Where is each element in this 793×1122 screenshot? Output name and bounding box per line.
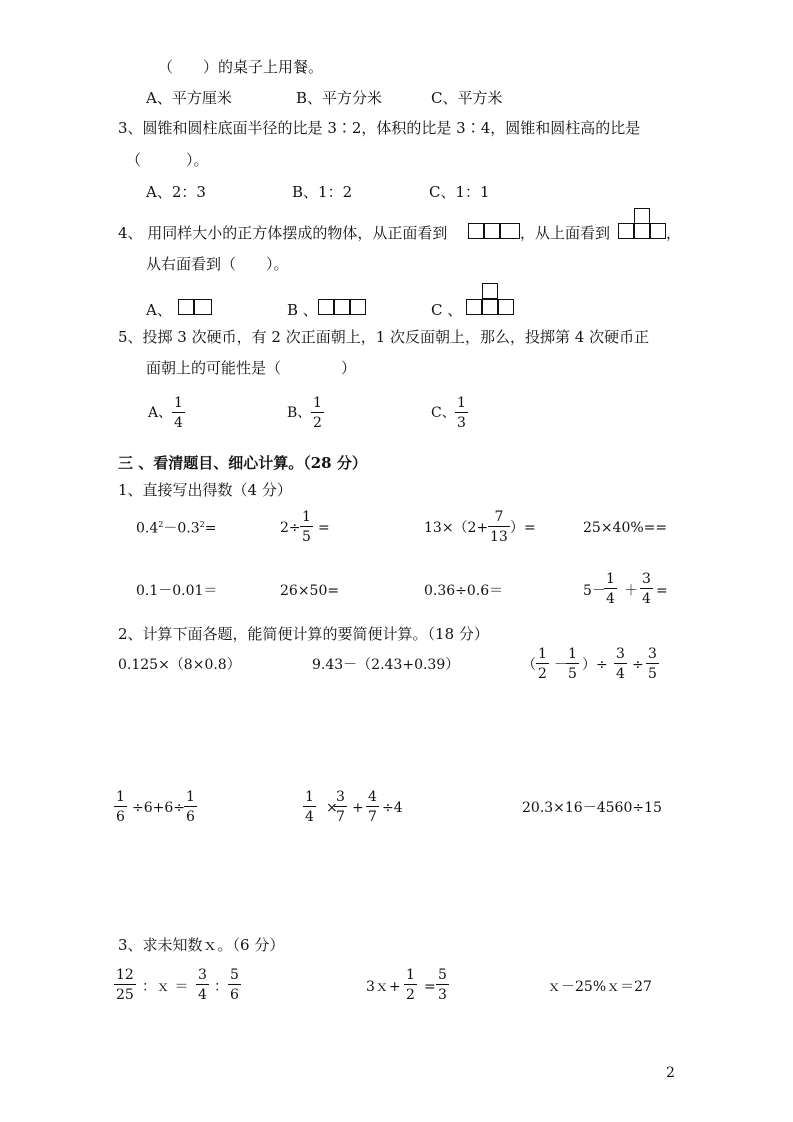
p2-expr-3-fraction-4: $\frac{3}{5}$	[648, 646, 657, 682]
q5-option-c-fraction: $\frac{1}{3}$	[457, 395, 466, 431]
p3-expr-2b: =	[424, 979, 436, 995]
p2-expr-5a: ×	[326, 800, 338, 816]
p2-expr-3-fraction-1: $\frac{1}{2}$	[538, 646, 547, 682]
p1-expr-8-fraction-1: $\frac{1}{4}$	[606, 571, 615, 607]
q5-option-a-fraction: $\frac{1}{4}$	[174, 395, 183, 431]
q3-line1: 3、圆锥和圆柱底面半径的比是 3∶2，体积的比是 3∶4，圆锥和圆柱高的比是	[118, 119, 641, 137]
p3-expr-3: ｘ－25%ｘ＝27	[547, 979, 652, 995]
q4-line2: 从右面看到（ ）。	[146, 255, 289, 273]
q4-line1-part1: 4、 用同样大小的正方体摆成的物体，从正面看到	[118, 224, 448, 242]
q3-option-a: A、2：3	[146, 183, 206, 201]
p2-expr-2: 9.43－（2.43+0.39）	[312, 657, 460, 673]
p2-expr-5-fraction-1: $\frac{1}{4}$	[305, 789, 314, 825]
q3-line2: （ ）。	[126, 151, 209, 169]
p1-expr-7: 0.36÷0.6＝	[424, 583, 504, 599]
q4-option-b: B 、	[287, 301, 318, 319]
q2-option-c: C、平方米	[431, 89, 503, 107]
q5-option-b: B、	[287, 405, 312, 421]
q3-option-c: C、1：1	[429, 183, 490, 201]
q5-line2: 面朝上的可能性是（ ）	[146, 359, 357, 377]
p1-expr-8-fraction-2: $\frac{3}{4}$	[642, 571, 651, 607]
p1-expr-1: $0.4^2-0.3^2=$	[136, 520, 217, 537]
p2-expr-4-fraction-1: $\frac{1}{6}$	[116, 789, 125, 825]
p2-expr-3b: －	[554, 657, 568, 673]
p1-expr-2b: =	[318, 520, 330, 536]
p1-expr-3b: ）=	[510, 520, 536, 536]
part2-title: 2、计算下面各题，能简便计算的要简便计算。（18 分）	[118, 625, 489, 643]
q2-option-b: B、平方分米	[296, 89, 383, 107]
p3-expr-2a: 3ｘ+	[366, 979, 401, 995]
p1-expr-3a: 13×（2+	[424, 520, 489, 536]
p2-expr-5-fraction-2: $\frac{3}{7}$	[336, 789, 345, 825]
p3-expr-1a: ：ｘ ＝	[142, 979, 189, 995]
p2-expr-6: 20.3×16－4560÷15	[522, 800, 662, 816]
p2-expr-4-fraction-2: $\frac{1}{6}$	[186, 789, 195, 825]
p2-expr-5-fraction-3: $\frac{4}{7}$	[368, 789, 377, 825]
p2-expr-1: 0.125×（8×0.8）	[118, 657, 241, 673]
part1-title: 1、直接写出得数（4 分）	[118, 481, 292, 499]
part3-title: 3、求未知数ｘ。（6 分）	[118, 936, 285, 954]
p2-expr-4a: ÷6+6÷	[132, 800, 186, 816]
q5-option-a: A、	[148, 405, 173, 421]
q5-option-c: C、	[431, 405, 456, 421]
p1-expr-3-fraction: $\frac{7}{13}$	[490, 509, 508, 545]
p3-expr-1-fraction-2: $\frac{3}{4}$	[198, 967, 207, 1003]
p3-expr-2-fraction-2: $\frac{5}{3}$	[438, 967, 447, 1003]
p2-expr-3-fraction-3: $\frac{3}{4}$	[616, 646, 625, 682]
p2-expr-3d: ÷	[632, 657, 644, 673]
p2-expr-5c: ÷4	[382, 800, 403, 816]
p1-expr-4: 25×40%==	[583, 520, 668, 536]
p2-expr-5b: +	[352, 800, 364, 816]
p1-expr-8b: ＋	[624, 583, 638, 599]
q4-line1-part2: ，从上面看到	[520, 224, 611, 242]
p1-expr-2-fraction: $\frac{1}{5}$	[302, 509, 311, 545]
q5-option-b-fraction: $\frac{1}{2}$	[313, 395, 322, 431]
p1-expr-5: 0.1－0.01＝	[136, 583, 218, 599]
section3-heading: 三 、看清题目、细心计算。（28 分）	[118, 454, 367, 472]
p2-expr-3a: （	[522, 657, 536, 673]
q4-option-a: A、	[146, 301, 172, 319]
p3-expr-1-fraction-1: $\frac{12}{25}$	[116, 967, 134, 1003]
p3-expr-1-fraction-3: $\frac{5}{6}$	[230, 967, 239, 1003]
q3-option-b: B、1：2	[292, 183, 353, 201]
p1-expr-2a: 2÷	[280, 520, 301, 536]
q5-line1: 5、投掷 3 次硬币，有 2 次正面朝上，1 次反面朝上，那么，投掷第 4 次硬币正	[118, 328, 650, 346]
q2-line2: （ ）的桌子上用餐。	[158, 58, 324, 76]
p1-expr-8a: 5－	[583, 583, 606, 599]
q4-option-c: C 、	[431, 301, 463, 319]
q2-option-a: A、平方厘米	[146, 89, 232, 107]
p2-expr-3-fraction-2: $\frac{1}{5}$	[568, 646, 577, 682]
p2-expr-3c: ）÷	[582, 657, 608, 673]
page-number: 2	[666, 1065, 675, 1081]
p1-expr-6: 26×50=	[280, 583, 340, 599]
q4-line1-part3: ，	[666, 224, 682, 242]
p1-expr-8c: =	[656, 583, 668, 599]
p3-expr-2-fraction-1: $\frac{1}{2}$	[406, 967, 415, 1003]
p3-expr-1b: ：	[214, 979, 228, 995]
